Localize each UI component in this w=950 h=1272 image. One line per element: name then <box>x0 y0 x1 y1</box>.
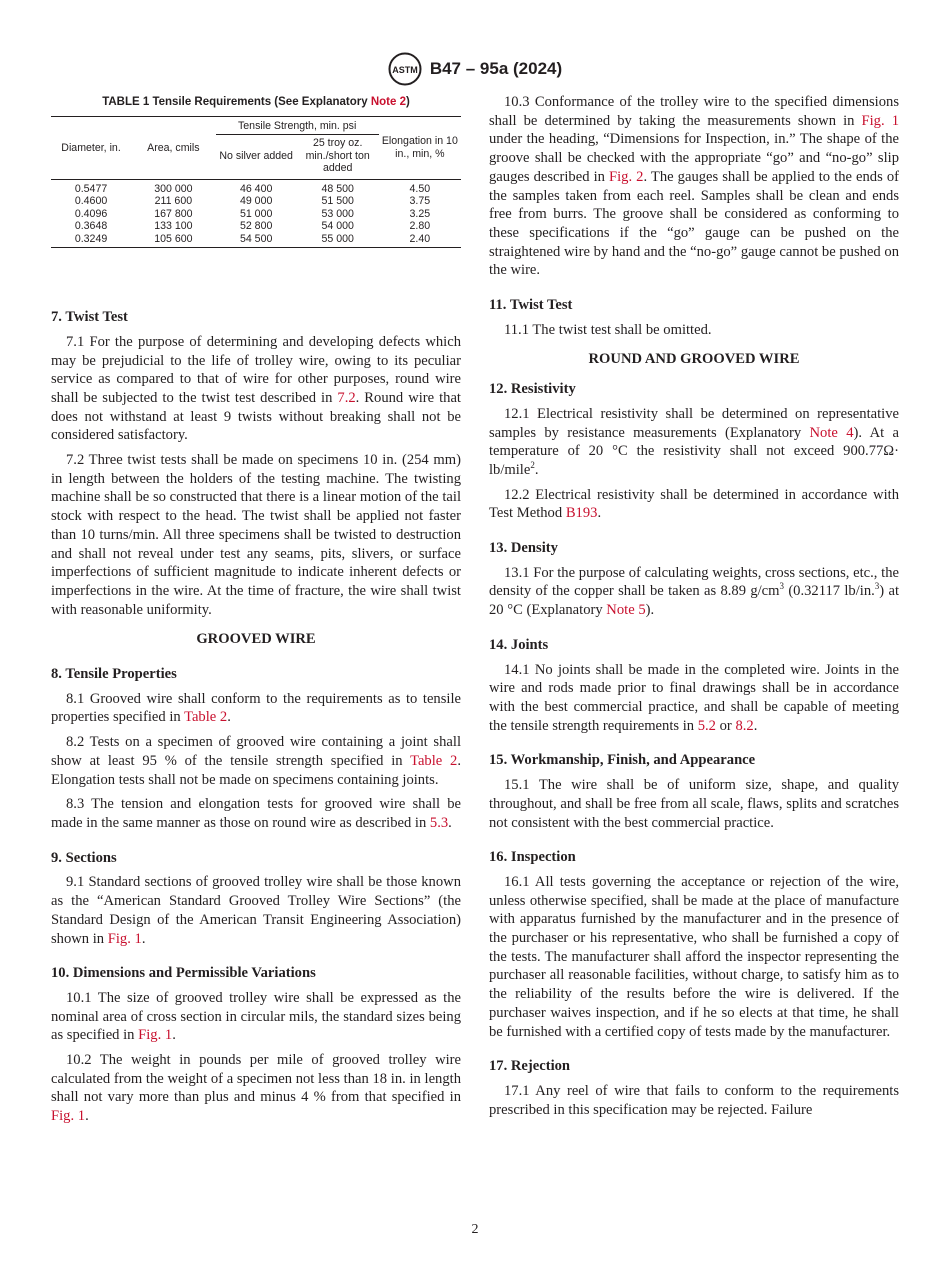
table-row: 0.4096 167 800 51 000 53 000 3.25 <box>74 207 431 220</box>
col-area-header: Area, cmils <box>131 116 216 179</box>
paragraph-9-1: 9.1 Standard sections of grooved trolley wire shall be those known as the “American Standard Grooved Trolley Wire Sections” (the Standard Design of the American Transit Engineering Association) shown in Fig. 1. <box>51 874 461 947</box>
paragraph-10-2: 10.2 The weight in pounds per mile of grooved trolley wire calculated from the weight of a specimen not less than 18 in. in length shall not vary more than plus and minus 4 % from that specified in Fig. 1. <box>51 1052 461 1125</box>
paragraph-11-1: 11.1 The twist test shall be omitted. <box>504 321 712 338</box>
ref-5-3-link[interactable]: 5.3 <box>429 814 449 831</box>
table-2-link[interactable]: Table 2 <box>410 752 458 769</box>
table-row: 0.3648 133 100 52 800 54 000 2.80 <box>74 220 431 233</box>
col-troy-header: 25 troy oz. min./short ton added <box>297 135 379 180</box>
paragraph-7-1: 7.1 For the purpose of determining and developing defects which may be prejudicial to the life of trolley wire, owing to its peculiar service as compared to that of wire for other purposes, round wire shall be subjected to the twist test described in 7.2. Round wire that does not withstand at least 9 twists without breaking shall not be considered satisfactory. <box>51 333 461 444</box>
paragraph-14-1: 14.1 No joints shall be made in the completed wire. Joints in the wire and rods made prior to final drawings shall be in accordance with the best commercial practice, and shall be capable of meeting the tensile strength requirements in 5.2 or 8.2. <box>489 661 899 734</box>
paragraph-10-3: 10.3 Conformance of the trolley wire to the specified dimensions shall be determined by taking the measurements shown in Fig. 1 under the heading, “Dimensions for Inspection, in.” The shape of the groove shall be checked with the appropriate “go” and “no-go” slip gauges described in Fig. 2. The gauges shall be applied to the ends of the samples taken from each reel. Samples shall be clean and ends free from burrs. The groove shall be considered as conforming to these specifications if the “go” gauge can be pushed on the straightened wire by hand and the “no-go” gauge cannot be pushed on the wire. <box>489 94 900 279</box>
paragraph-12-2: 12.2 Electrical resistivity shall be determined in accordance with Test Method B193. <box>489 486 899 522</box>
ref-7-2-link[interactable]: 7.2 <box>337 389 356 406</box>
section-16-heading: 16. Inspection <box>489 849 576 866</box>
b193-link[interactable]: B193 <box>565 505 598 522</box>
svg-text:ASTM: ASTM <box>392 65 418 75</box>
paragraph-8-3: 8.3 The tension and elongation tests for grooved wire shall be made in the same manner as those on round wire as described in 5.3. <box>51 796 461 831</box>
table-row: 0.3249 105 600 54 500 55 000 2.40 <box>74 232 431 245</box>
note-5-link[interactable]: Note 5 <box>606 602 646 619</box>
ref-5-2-link[interactable]: 5.2 <box>697 717 716 734</box>
col-diameter-header: Diameter, in. <box>51 116 131 179</box>
fig-2-link[interactable]: Fig. 2 <box>608 168 644 185</box>
page-number: 2 <box>471 1222 479 1237</box>
col-tensile-group-header: Tensile Strength, min. psi <box>216 116 379 135</box>
page-header <box>0 52 950 91</box>
section-14-heading: 14. Joints <box>489 636 549 653</box>
paragraph-7-2: 7.2 Three twist tests shall be made on specimens 10 in. (254 mm) in length between the holders of the testing machine. The twisting machine shall be so constructed that there is a linear motion of the tail stock with respect to the head. The twist shall be applied not faster than 10 turns/min. All three specimens shall be twisted to destruction and shall not reveal under test any seams, pits, slivers, or surface imperfections of sufficient magnitude to indicate inherent defects or imperfections in the wire. At the time of fracture, the wire shall twist with reasonable uniformity. <box>51 452 461 618</box>
paragraph-16-1: 16.1 All tests governing the acceptance or rejection of the wire, unless otherwise specified, shall be made at the place of manufacture with apparatus furnished by the manufacturer and in the presence of the purchaser or his representative, who shall be furnished a copy of the tests. The manufacturer shall afford the inspector representing the purchaser all reasonable facilities, without charge, to satisfy him as to the reliability of the results before the wire is delivered. If the purchaser waives inspection, and if he so elects at that time, he shall be furnished with a certified copy of tests made by the manufacturer. <box>489 873 899 1040</box>
fig-1-link[interactable]: Fig. 1 <box>107 930 142 947</box>
astm-logo-icon <box>388 52 422 86</box>
note-2-link[interactable]: Note 2 <box>370 96 406 108</box>
grooved-wire-heading: GROOVED WIRE <box>196 631 316 648</box>
fig-1-link[interactable]: Fig. 1 <box>138 1027 173 1044</box>
table-2-link[interactable]: Table 2 <box>184 709 228 726</box>
table-row: 0.4600 211 600 49 000 51 500 3.75 <box>74 195 431 208</box>
tensile-requirements-table <box>51 116 461 248</box>
paragraph-8-2: 8.2 Tests on a specimen of grooved wire containing a joint shall show at least 95 % of the tensile strength specified in Table 2. Elongation tests shall not be made on specimens containing joints. <box>51 734 461 788</box>
right-column <box>489 93 899 1119</box>
paragraph-13-1: 13.1 For the purpose of calculating weights, cross sections, etc., the density of the copper shall be taken as 8.89 $g/cm^3$ (0.32117 lb/in.$^3$) at 20 °C (Explanatory Note 5). <box>489 564 900 619</box>
section-13-heading: 13. Density <box>489 540 558 557</box>
paragraph-17-1: 17.1 Any reel of wire that fails to conform to the requirements prescribed in this specification may be rejected. Failure <box>489 1082 899 1118</box>
section-9-heading: 9. Sections <box>51 849 117 866</box>
table-1-title: TABLE 1 Tensile Requirements (See Explanatory Note 2) <box>102 96 410 108</box>
paragraph-8-1: 8.1 Grooved wire shall conform to the requirements as to tensile properties specified in Table 2. <box>51 690 461 726</box>
paragraph-15-1: 15.1 The wire shall be of uniform size, shape, and quality throughout, and shall be free from all scale, flaws, splits and scratches not consistent with the best commercial practice. <box>489 777 899 831</box>
left-column <box>51 93 461 1126</box>
fig-1-link[interactable]: Fig. 1 <box>51 1108 86 1125</box>
paragraph-12-1: 12.1 Electrical resistivity shall be determined on representative samples by resistance measurements (Explanatory Note 4). At a temperature of 20 °C the resistivity shall not exceed 900.77Ω· lb/mile$^2$. <box>489 405 899 478</box>
table-row: 0.5477 300 000 46 400 48 500 4.50 <box>74 183 431 196</box>
section-12-heading: 12. Resistivity <box>489 381 576 398</box>
note-4-link[interactable]: Note 4 <box>809 424 854 441</box>
section-15-heading: 15. Workmanship, Finish, and Appearance <box>489 752 756 769</box>
col-no-silver-header: No silver added <box>216 135 297 180</box>
section-17-heading: 17. Rejection <box>489 1058 571 1075</box>
document-id: B47 – 95a (2024) <box>429 59 563 78</box>
section-11-heading: 11. Twist Test <box>489 297 573 314</box>
round-and-grooved-wire-heading: ROUND AND GROOVED WIRE <box>588 351 800 368</box>
fig-1-link[interactable]: Fig. 1 <box>861 112 900 129</box>
section-10-heading: 10. Dimensions and Permissible Variations <box>51 965 316 982</box>
section-8-heading: 8. Tensile Properties <box>51 666 177 683</box>
ref-8-2-link[interactable]: 8.2 <box>735 717 754 734</box>
col-elongation-header: Elongation in 10 in., min, % <box>379 116 461 179</box>
paragraph-10-1: 10.1 The size of grooved trolley wire shall be expressed as the nominal area of cross section in circular mils, the standard sizes being as specified in Fig. 1. <box>51 989 461 1044</box>
section-7-heading: 7. Twist Test <box>51 309 128 326</box>
